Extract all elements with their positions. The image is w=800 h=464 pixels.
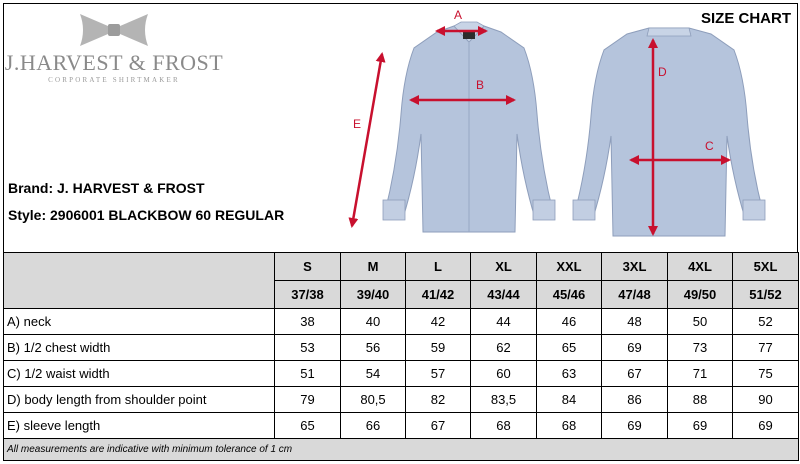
measurement-value: 75 bbox=[733, 361, 799, 387]
table-row bbox=[4, 387, 799, 413]
measurement-value: 66 bbox=[341, 413, 406, 439]
measurement-value: 86 bbox=[602, 387, 668, 413]
measurement-value: 57 bbox=[406, 361, 471, 387]
size-letter-cell: XL bbox=[471, 253, 537, 281]
collar-size-cell: 37/38 bbox=[275, 281, 341, 309]
measurement-value: 84 bbox=[537, 387, 602, 413]
measurement-value: 90 bbox=[733, 387, 799, 413]
measurement-value: 56 bbox=[341, 335, 406, 361]
measurement-value: 44 bbox=[471, 309, 537, 335]
measurement-value: 80,5 bbox=[341, 387, 406, 413]
collar-size-cell: 39/40 bbox=[341, 281, 406, 309]
measurement-value: 65 bbox=[537, 335, 602, 361]
label-b: B bbox=[476, 78, 485, 92]
measurement-value: 40 bbox=[341, 309, 406, 335]
measurement-value: 54 bbox=[341, 361, 406, 387]
sleeve-arrow bbox=[352, 54, 382, 226]
page-title: SIZE CHART bbox=[701, 10, 791, 27]
collar-size-cell: 41/42 bbox=[406, 281, 471, 309]
table-row bbox=[4, 335, 799, 361]
size-letter-cell: S bbox=[275, 253, 341, 281]
shirt-front bbox=[383, 22, 555, 232]
measurement-label: D) body length from shoulder point bbox=[4, 387, 275, 413]
table-row bbox=[4, 361, 799, 387]
collar-size-cell: 45/46 bbox=[537, 281, 602, 309]
label-c: C bbox=[705, 139, 714, 153]
collar-size-cell: 51/52 bbox=[733, 281, 799, 309]
measurement-value: 83,5 bbox=[471, 387, 537, 413]
table-row bbox=[4, 309, 799, 335]
measurement-value: 51 bbox=[275, 361, 341, 387]
table-row bbox=[4, 413, 799, 439]
style-label: Style: 2906001 BLACKBOW 60 REGULAR bbox=[8, 207, 285, 223]
size-letter-cell: XXL bbox=[537, 253, 602, 281]
measurement-value: 46 bbox=[537, 309, 602, 335]
logo-tagline: CORPORATE SHIRTMAKER bbox=[48, 76, 180, 84]
measurement-label: A) neck bbox=[4, 309, 275, 335]
measurement-value: 73 bbox=[668, 335, 733, 361]
corner-cell bbox=[4, 253, 275, 309]
measurement-value: 50 bbox=[668, 309, 733, 335]
label-d: D bbox=[658, 65, 667, 79]
measurement-value: 69 bbox=[602, 413, 668, 439]
measurement-label: B) 1/2 chest width bbox=[4, 335, 275, 361]
measurement-value: 53 bbox=[275, 335, 341, 361]
measurement-value: 60 bbox=[471, 361, 537, 387]
measurement-value: 42 bbox=[406, 309, 471, 335]
size-letter-row bbox=[4, 253, 799, 281]
measurement-value: 59 bbox=[406, 335, 471, 361]
label-a: A bbox=[454, 8, 463, 22]
measurement-value: 88 bbox=[668, 387, 733, 413]
collar-size-cell: 43/44 bbox=[471, 281, 537, 309]
measurement-value: 67 bbox=[602, 361, 668, 387]
measurement-value: 52 bbox=[733, 309, 799, 335]
size-letter-cell: 4XL bbox=[668, 253, 733, 281]
measurement-value: 63 bbox=[537, 361, 602, 387]
size-letter-cell: L bbox=[406, 253, 471, 281]
footnote: All measurements are indicative with minimum tolerance of 1 cm bbox=[4, 439, 799, 461]
size-letter-cell: 5XL bbox=[733, 253, 799, 281]
shirt-back bbox=[573, 28, 765, 236]
bow-tie-icon bbox=[78, 12, 150, 48]
measurement-value: 67 bbox=[406, 413, 471, 439]
measurement-value: 79 bbox=[275, 387, 341, 413]
collar-size-cell: 47/48 bbox=[602, 281, 668, 309]
measurement-value: 69 bbox=[668, 413, 733, 439]
measurement-value: 82 bbox=[406, 387, 471, 413]
header-panel bbox=[3, 3, 798, 252]
size-letter-cell: 3XL bbox=[602, 253, 668, 281]
size-letter-cell: M bbox=[341, 253, 406, 281]
measurement-value: 62 bbox=[471, 335, 537, 361]
footnote-row bbox=[4, 439, 799, 461]
collar-size-cell: 49/50 bbox=[668, 281, 733, 309]
measurement-value: 68 bbox=[471, 413, 537, 439]
measurement-value: 69 bbox=[733, 413, 799, 439]
label-e: E bbox=[353, 117, 362, 131]
measurement-label: C) 1/2 waist width bbox=[4, 361, 275, 387]
measurement-value: 48 bbox=[602, 309, 668, 335]
brand-label: Brand: J. HARVEST & FROST bbox=[8, 180, 205, 196]
measurement-value: 71 bbox=[668, 361, 733, 387]
measurement-value: 69 bbox=[602, 335, 668, 361]
measurement-value: 77 bbox=[733, 335, 799, 361]
measurement-label: E) sleeve length bbox=[4, 413, 275, 439]
shirt-measurement-diagram bbox=[339, 4, 800, 253]
measurement-value: 38 bbox=[275, 309, 341, 335]
logo-wordmark: J.HARVEST & FROST bbox=[4, 50, 224, 75]
measurement-value: 68 bbox=[537, 413, 602, 439]
size-table bbox=[3, 252, 799, 461]
measurement-value: 65 bbox=[275, 413, 341, 439]
brand-logo bbox=[4, 12, 224, 84]
